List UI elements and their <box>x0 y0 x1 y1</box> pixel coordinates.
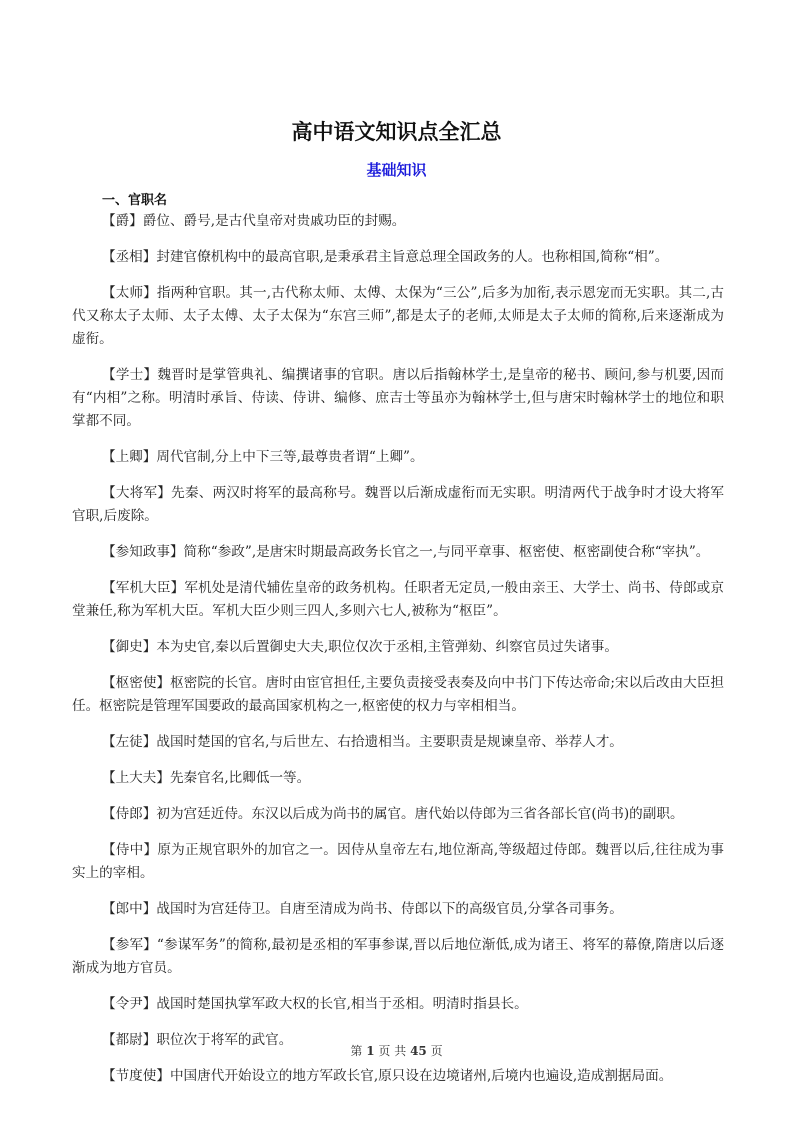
page-footer <box>0 1042 793 1059</box>
paragraph-yushi: 【御史】本为史官,秦以后置御史大夫,职位仅次于丞相,主管弹劾、纠察官员过失诸事。 <box>102 639 618 655</box>
paragraph-canjun: 【参军】“参谋军务”的简称,最初是丞相的军事参谋,晋以后地位渐低,成为诸王、将军的幕僚,隋唐以后逐渐成为地方官员。 <box>72 937 724 976</box>
paragraph-taishi: 【太师】指两种官职。其一,古代称太师、太傅、太保为“三公”,后多为加衔,表示恩宠而无实职。其二,古代又称太子太师、太子太傅、太子太保为“东宫三师”,都是太子的老师,太师是太子太师的简称,后来逐渐成为虚衔。 <box>72 285 724 347</box>
document-title: 高中语文知识点全汇总 <box>291 119 502 144</box>
paragraph-duwei: 【都尉】职位次于将军的武官。 <box>102 1032 293 1048</box>
footer-middle: 页 共 <box>378 1044 407 1058</box>
paragraph-zuotu: 【左徒】战国时楚国的官名,与后世左、右拾遗相当。主要职责是规谏皇帝、举荐人才。 <box>102 734 623 750</box>
paragraph-langzhong: 【郎中】战国时为宫廷侍卫。自唐至清成为尚书、侍郎以下的高级官员,分掌各司事务。 <box>102 901 623 917</box>
paragraph-chengxiang: 【丞相】封建官僚机构中的最高官职,是秉承君主旨意总理全国政务的人。也称相国,简称“相”。 <box>102 249 669 265</box>
paragraph-jiedushi: 【节度使】中国唐代开始设立的地方军政长官,原只设在边境诸州,后境内也遍设,造成割据局面。 <box>102 1068 673 1084</box>
footer-prefix: 第 <box>350 1044 363 1058</box>
total-pages-number: 45 <box>410 1044 427 1058</box>
paragraph-xueshi: 【学士】魏晋时是掌管典礼、编撰诸事的官职。唐以后指翰林学士,是皇帝的秘书、顾问,参与机要,因而有“内相”之称。明清时承旨、侍读、侍讲、编修、庶吉士等虽亦为翰林学士,但与唐宋时翰林学士的地位和职掌都不同。 <box>72 367 724 429</box>
paragraph-dajiangjun: 【大将军】先秦、两汉时将军的最高称号。魏晋以后渐成虚衔而无实职。明清两代于战争时才设大将军官职,后废除。 <box>72 485 724 524</box>
document-subtitle: 基础知识 <box>366 161 427 179</box>
paragraph-lingyin: 【令尹】战国时楚国执掌军政大权的长官,相当于丞相。明清时指县长。 <box>102 996 528 1012</box>
paragraph-shumishi: 【枢密使】枢密院的长官。唐时由宦官担任,主要负责接受表奏及向中书门下传达帝命;宋以后改由大臣担任。枢密院是管理军国要政的最高国家机构之一,枢密使的权力与宰相相当。 <box>72 675 724 714</box>
paragraph-shizhong: 【侍中】原为正规官职外的加官之一。因侍从皇帝左右,地位渐高,等级超过侍郎。魏晋以后,往往成为事实上的宰相。 <box>72 842 724 881</box>
section-heading: 一、官职名 <box>102 193 168 208</box>
paragraph-jue: 【爵】爵位、爵号,是古代皇帝对贵戚功臣的封赐。 <box>102 213 406 229</box>
paragraph-junjidachen: 【军机大臣】军机处是清代辅佐皇帝的政务机构。任职者无定员,一般由亲王、大学士、尚书、侍郎或京堂兼任,称为军机大臣。军机大臣少则三四人,多则六七人,被称为“枢臣”。 <box>72 580 724 619</box>
document-body <box>72 210 724 1101</box>
current-page-number: 1 <box>366 1044 375 1058</box>
paragraph-shilang: 【侍郎】初为宫廷近侍。东汉以后成为尚书的属官。唐代始以侍郎为三省各部长官(尚书)的副职。 <box>102 806 684 822</box>
paragraph-shangqing: 【上卿】周代官制,分上中下三等,最尊贵者谓“上卿”。 <box>102 449 424 465</box>
paragraph-shangdafu: 【上大夫】先秦官名,比卿低一等。 <box>102 770 311 786</box>
footer-suffix: 页 <box>430 1044 443 1058</box>
paragraph-canzhizhengshi: 【参知政事】简称“参政”,是唐宋时期最高政务长官之一,与同平章事、枢密使、枢密副使合称“宰执”。 <box>102 544 710 560</box>
